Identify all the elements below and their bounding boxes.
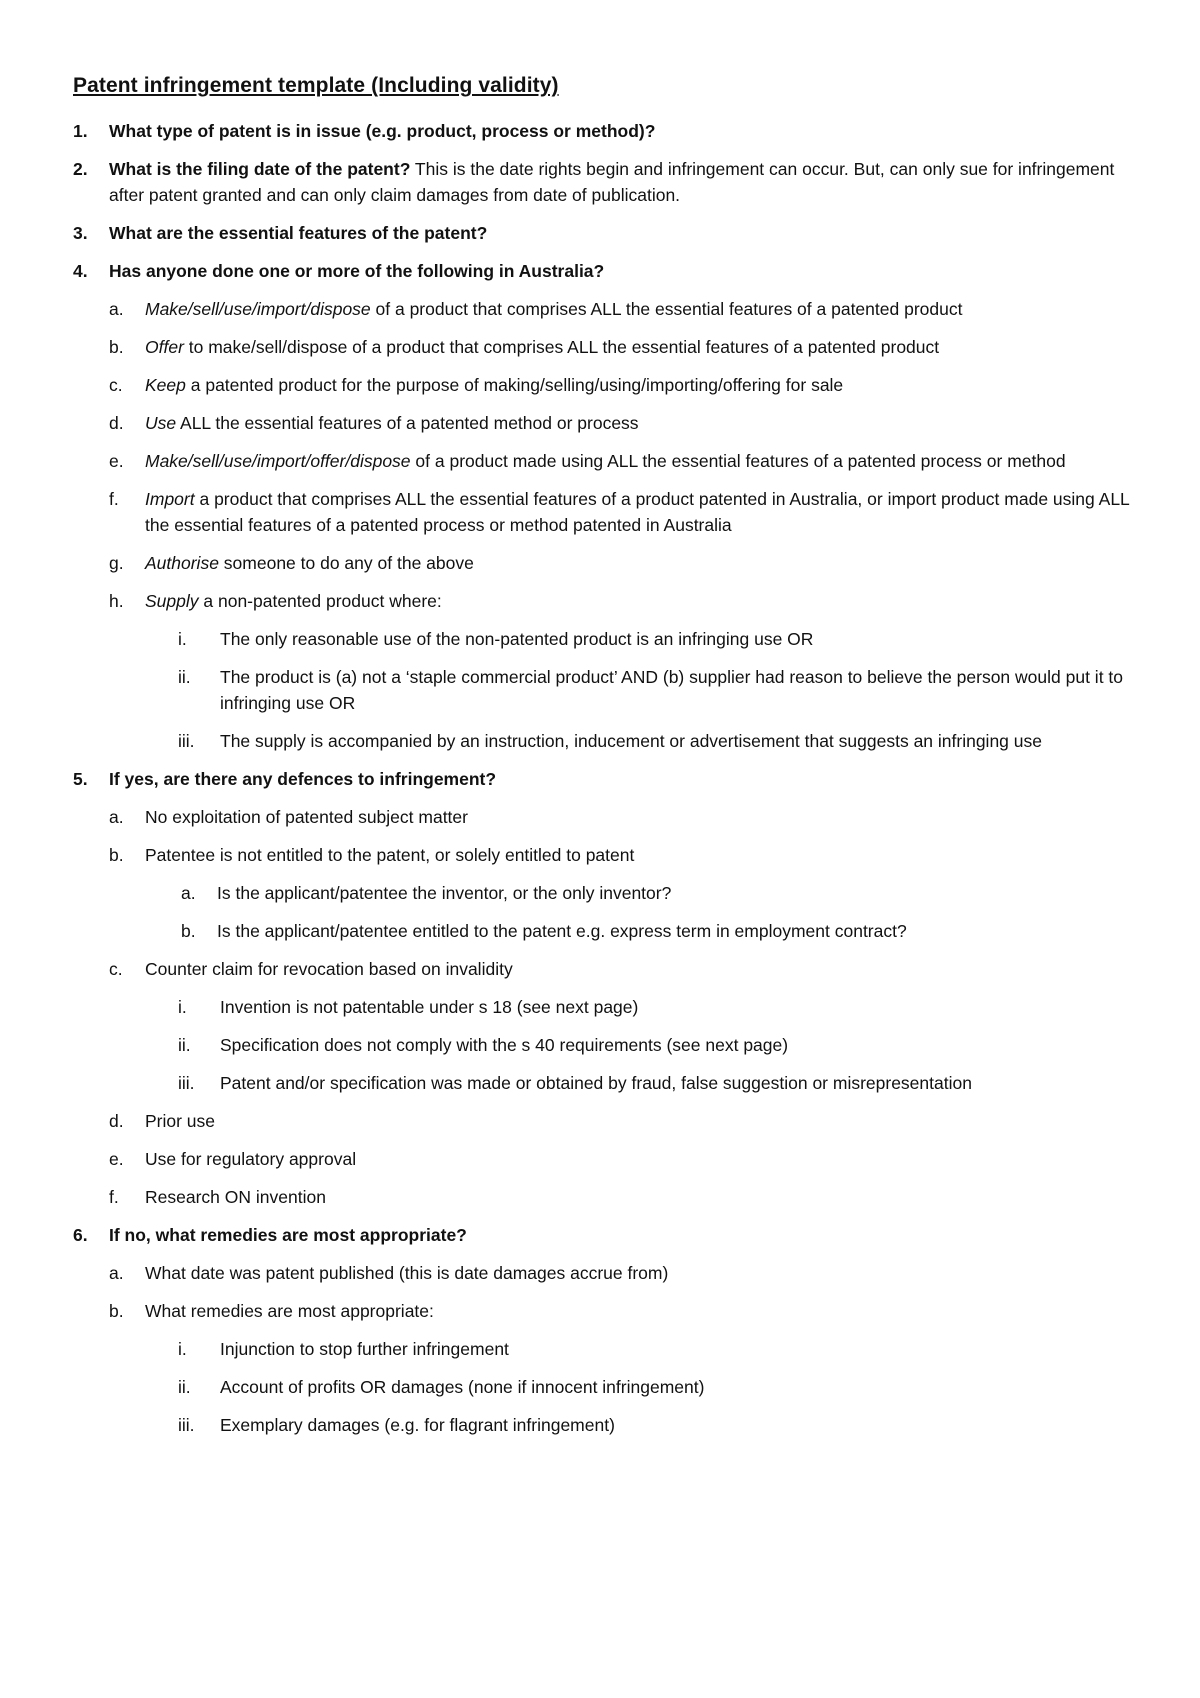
list-marker: b. xyxy=(109,1301,124,1321)
list-item-emphasis: Make/sell/use/import/dispose xyxy=(145,299,371,319)
question-5 xyxy=(73,766,1140,792)
list-marker: i. xyxy=(178,629,187,649)
question-number: 4. xyxy=(73,261,88,281)
list-item-emphasis: Make/sell/use/import/offer/dispose xyxy=(145,451,411,471)
question-6 xyxy=(73,1222,1140,1248)
list-marker: b. xyxy=(109,337,124,357)
list-marker: i. xyxy=(178,1339,187,1359)
list-item-text: What remedies are most appropriate: xyxy=(145,1301,434,1321)
list-item-text: of a product made using ALL the essential features of a patented process or method xyxy=(410,451,1066,471)
list-item-text: ALL the essential features of a patented method or process xyxy=(176,413,639,433)
list-item-emphasis: Supply xyxy=(145,591,199,611)
list-item xyxy=(109,486,1140,538)
list-marker: i. xyxy=(178,997,187,1017)
list-marker: d. xyxy=(109,413,124,433)
list-marker: d. xyxy=(109,1111,124,1131)
sub-list-item xyxy=(165,1374,1140,1400)
list-item-text: Is the applicant/patentee entitled to the patent e.g. express term in employment contract? xyxy=(217,921,907,941)
question-number: 6. xyxy=(73,1225,88,1245)
list-item-text: No exploitation of patented subject matter xyxy=(145,807,468,827)
list-item-text: Exemplary damages (e.g. for flagrant infringement) xyxy=(220,1415,615,1435)
list-marker: b. xyxy=(181,921,196,941)
sub-list-item xyxy=(165,626,1140,652)
list-item-text: The supply is accompanied by an instruction, inducement or advertisement that suggests an infringing use xyxy=(220,731,1042,751)
list-item-text: someone to do any of the above xyxy=(218,553,474,573)
list-marker: c. xyxy=(109,959,123,979)
list-item xyxy=(109,372,1140,398)
question-text: What type of patent is in issue (e.g. product, process or method)? xyxy=(109,121,656,141)
list-marker: a. xyxy=(109,807,124,827)
question-4 xyxy=(73,258,1140,284)
list-item xyxy=(109,550,1140,576)
list-item-text: Prior use xyxy=(145,1111,216,1131)
list-item-emphasis: Authorise xyxy=(145,553,219,573)
question-3 xyxy=(73,220,1140,246)
sub-list-item xyxy=(165,728,1140,754)
list-item-text: Use for regulatory approval xyxy=(145,1149,357,1169)
list-marker: ii. xyxy=(178,1035,191,1055)
sub-list-item xyxy=(165,1336,1140,1362)
question-number: 1. xyxy=(73,121,88,141)
list-item xyxy=(109,334,1140,360)
list-marker: e. xyxy=(109,451,124,471)
list-item-emphasis: Use xyxy=(145,413,177,433)
list-marker: h. xyxy=(109,591,124,611)
list-item-text: Account of profits OR damages (none if innocent infringement) xyxy=(220,1377,705,1397)
list-item-text: of a product that comprises ALL the essential features of a patented product xyxy=(370,299,963,319)
list-item-text: Counter claim for revocation based on invalidity xyxy=(145,959,513,979)
list-item xyxy=(109,1108,1140,1134)
list-item xyxy=(109,1146,1140,1172)
list-marker: c. xyxy=(109,375,123,395)
list-marker: a. xyxy=(109,299,124,319)
list-item-text: What date was patent published (this is date damages accrue from) xyxy=(145,1263,669,1283)
question-text: What are the essential features of the patent? xyxy=(109,223,488,243)
list-item-text: a product that comprises ALL the essential features of a product patented in Australia, or import product made using ALL the essential features of a patented process or method patented in Australia xyxy=(145,489,1130,535)
list-item xyxy=(109,588,1140,614)
question-note: This is the date rights begin and infringement can occur. But, can only sue for infringement after patent granted and can only claim damages from date of publication. xyxy=(109,159,1115,205)
sub-list-item xyxy=(165,1070,1140,1096)
list-item-emphasis: Offer xyxy=(145,337,184,357)
list-item-text: Injunction to stop further infringement xyxy=(220,1339,509,1359)
document-title: Patent infringement template (Including validity) xyxy=(73,74,559,97)
sub-list-item xyxy=(181,918,1140,944)
list-item xyxy=(109,1260,1140,1286)
sub-list-item xyxy=(181,880,1140,906)
list-marker: iii. xyxy=(178,1415,195,1435)
list-marker: ii. xyxy=(178,1377,191,1397)
question-text: What is the filing date of the patent? xyxy=(109,159,411,179)
question-number: 3. xyxy=(73,223,88,243)
list-marker: g. xyxy=(109,553,124,573)
list-marker: iii. xyxy=(178,731,195,751)
list-marker: f. xyxy=(109,489,119,509)
list-item-text: to make/sell/dispose of a product that comprises ALL the essential features of a patented product xyxy=(183,337,940,357)
list-marker: f. xyxy=(109,1187,119,1207)
sub-list-item xyxy=(165,1032,1140,1058)
list-item-text: The only reasonable use of the non-patented product is an infringing use OR xyxy=(220,629,814,649)
list-marker: ii. xyxy=(178,667,191,687)
question-2 xyxy=(73,156,1140,208)
list-item-text: Patent and/or specification was made or obtained by fraud, false suggestion or misrepresentation xyxy=(220,1073,972,1093)
list-item xyxy=(109,296,1140,322)
question-number: 2. xyxy=(73,159,88,179)
list-item xyxy=(109,1184,1140,1210)
list-item xyxy=(109,804,1140,830)
question-text: If no, what remedies are most appropriate? xyxy=(109,1225,467,1245)
sub-list-item xyxy=(165,1412,1140,1438)
list-item xyxy=(109,410,1140,436)
list-item-text: Patentee is not entitled to the patent, or solely entitled to patent xyxy=(145,845,635,865)
list-item-text: Invention is not patentable under s 18 (see next page) xyxy=(220,997,639,1017)
list-item-text: Research ON invention xyxy=(145,1187,326,1207)
list-marker: a. xyxy=(109,1263,124,1283)
sub-list-item xyxy=(165,994,1140,1020)
list-item-emphasis: Import xyxy=(145,489,195,509)
list-item xyxy=(109,842,1140,868)
list-marker: iii. xyxy=(178,1073,195,1093)
question-text: Has anyone done one or more of the following in Australia? xyxy=(109,261,605,281)
list-item-text: The product is (a) not a ‘staple commercial product’ AND (b) supplier had reason to believe the person would put it to infringing use OR xyxy=(220,667,1124,713)
list-item-emphasis: Keep xyxy=(145,375,186,395)
question-text: If yes, are there any defences to infringement? xyxy=(109,769,497,789)
list-item xyxy=(109,448,1140,474)
list-item-text: a patented product for the purpose of making/selling/using/importing/offering for sale xyxy=(185,375,844,395)
list-marker: e. xyxy=(109,1149,124,1169)
list-item xyxy=(109,1298,1140,1324)
question-number: 5. xyxy=(73,769,88,789)
list-item-text: Is the applicant/patentee the inventor, or the only inventor? xyxy=(217,883,672,903)
list-marker: b. xyxy=(109,845,124,865)
sub-list-item xyxy=(165,664,1140,716)
question-1 xyxy=(73,118,1140,144)
list-item-text: Specification does not comply with the s 40 requirements (see next page) xyxy=(220,1035,789,1055)
list-item-text: a non-patented product where: xyxy=(198,591,442,611)
list-item xyxy=(109,956,1140,982)
list-marker: a. xyxy=(181,883,196,903)
